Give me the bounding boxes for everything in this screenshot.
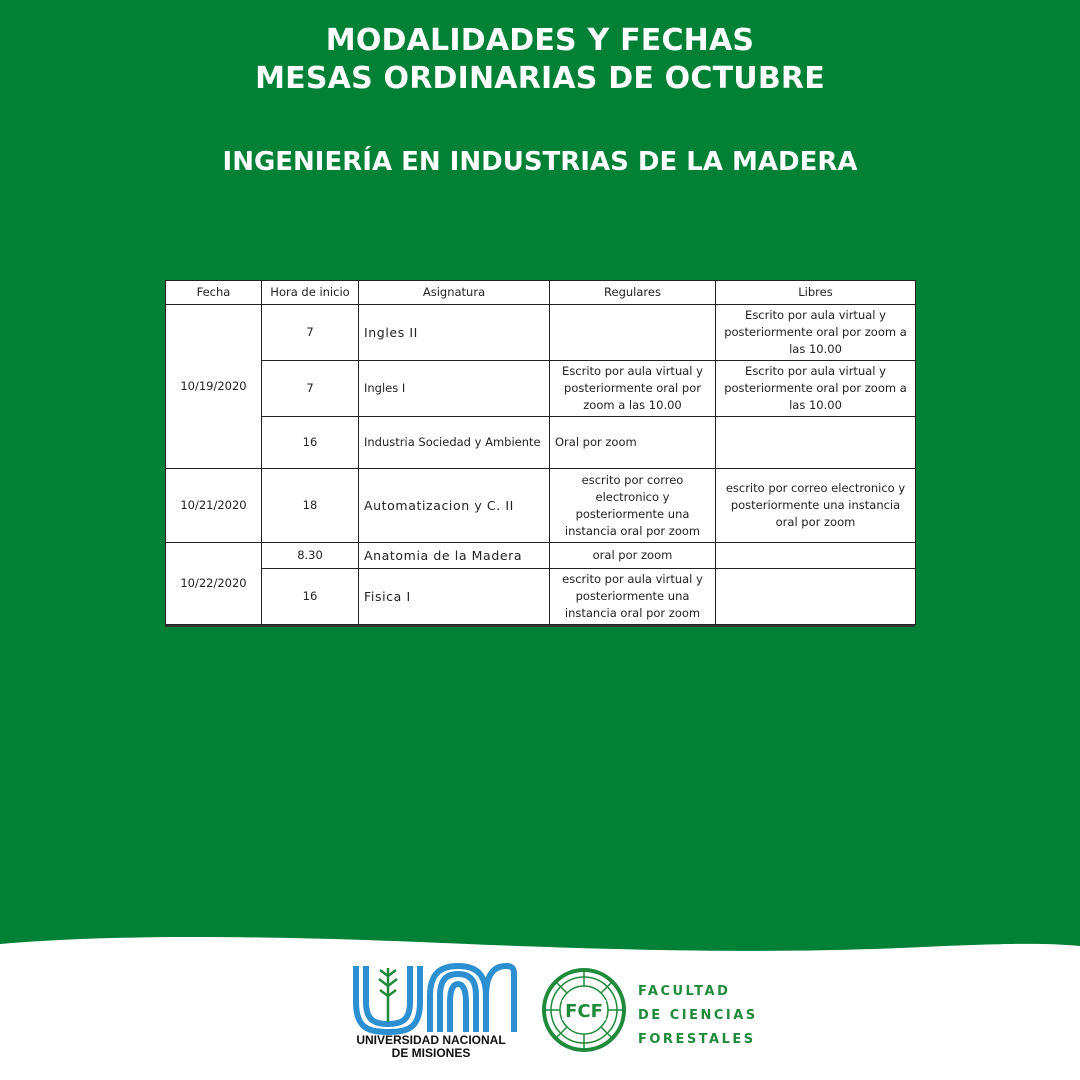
exam-schedule-table [165, 280, 915, 627]
table-row [166, 417, 916, 469]
cell-libres [716, 569, 916, 625]
table-row [166, 469, 916, 543]
col-header-fecha: Fecha [166, 281, 262, 305]
cell-fecha: 10/19/2020 [166, 305, 262, 469]
fcf-name-line-2: DE CIENCIAS [638, 1008, 758, 1023]
unam-name-line-1: UNIVERSIDAD NACIONAL [356, 1033, 506, 1047]
fcf-seal-logo [542, 968, 626, 1052]
table-header-row [166, 281, 916, 305]
cell-asignatura: Ingles II [359, 305, 550, 361]
cell-libres: Escrito por aula virtual y posteriormente oral por zoom a las 10.00 [716, 361, 916, 417]
col-header-asignatura: Asignatura [359, 281, 550, 305]
fcf-name-line-3: FORESTALES [638, 1032, 756, 1047]
cell-hora: 7 [262, 305, 359, 361]
table-row [166, 543, 916, 569]
cell-regulares [550, 305, 716, 361]
career-subtitle: INGENIERÍA EN INDUSTRIAS DE LA MADERA [222, 147, 858, 177]
unam-name [342, 1034, 520, 1060]
footer-white-band [0, 930, 1080, 1080]
cell-hora: 8.30 [262, 543, 359, 569]
unam-name-line-2: DE MISIONES [391, 1046, 471, 1060]
fcf-monogram: FCF [565, 1001, 603, 1022]
cell-asignatura: Ingles I [359, 361, 550, 417]
cell-fecha: 10/21/2020 [166, 469, 262, 543]
cell-asignatura: Fisica I [359, 569, 550, 625]
cell-libres [716, 543, 916, 569]
cell-regulares: escrito por aula virtual y posteriormente una instancia oral por zoom [550, 569, 716, 625]
page-title [0, 22, 1080, 98]
cell-libres [716, 417, 916, 469]
title-line-1: MODALIDADES Y FECHAS [325, 23, 755, 58]
fcf-name [638, 980, 758, 1052]
fcf-name-line-1: FACULTAD [638, 984, 731, 999]
cell-regulares: oral por zoom [550, 543, 716, 569]
cell-hora: 16 [262, 417, 359, 469]
cell-asignatura: Automatizacion y C. II [359, 469, 550, 543]
col-header-regulares: Regulares [550, 281, 716, 305]
table-row [166, 361, 916, 417]
cell-fecha: 10/22/2020 [166, 543, 262, 625]
table-row [166, 305, 916, 361]
title-line-2: MESAS ORDINARIAS DE OCTUBRE [255, 61, 825, 96]
cell-hora: 16 [262, 569, 359, 625]
col-header-hora: Hora de inicio [262, 281, 359, 305]
cell-regulares: escrito por correo electronico y posteriormente una instancia oral por zoom [550, 469, 716, 543]
cell-hora: 18 [262, 469, 359, 543]
cell-regulares: Escrito por aula virtual y posteriormente oral por zoom a las 10.00 [550, 361, 716, 417]
cell-hora: 7 [262, 361, 359, 417]
cell-regulares: Oral por zoom [550, 417, 716, 469]
cell-libres: escrito por correo electronico y posteriormente una instancia oral por zoom [716, 469, 916, 543]
col-header-libres: Libres [716, 281, 916, 305]
cell-asignatura: Anatomia de la Madera [359, 543, 550, 569]
table-row [166, 569, 916, 625]
cell-libres: Escrito por aula virtual y posteriormente oral por zoom a las 10.00 [716, 305, 916, 361]
cell-asignatura: Industria Sociedad y Ambiente [359, 417, 550, 469]
